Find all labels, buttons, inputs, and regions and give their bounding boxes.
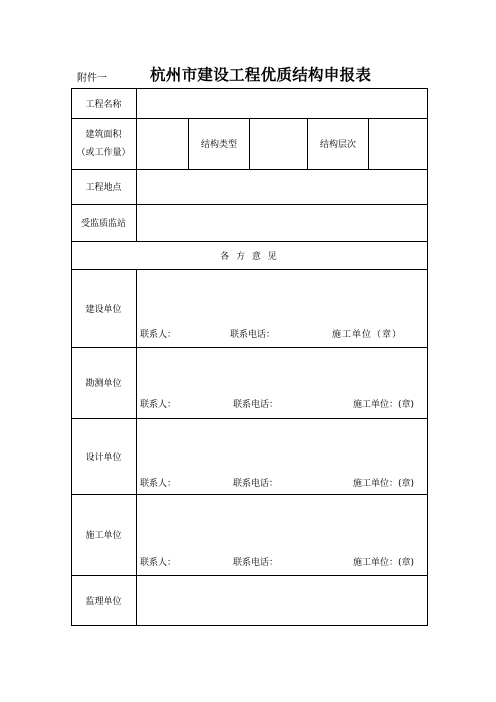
opinions-header: 各 方 意 见 (220, 251, 279, 262)
form-title: 杭州市建设工程优质结构申报表 (150, 65, 372, 84)
area-label-line1: 建筑面积 (85, 130, 122, 140)
column-divider (249, 118, 250, 169)
unit-contact-phone: 联系电话： (233, 558, 279, 568)
structure-type-label: 结构类型 (200, 140, 237, 150)
unit-label-design: 设计单位 (85, 452, 122, 463)
unit-contact-phone: 联系电话： (233, 479, 279, 489)
structure-levels-label: 结构层次 (319, 140, 356, 150)
unit-contact-phone: 联系电话： (230, 330, 276, 340)
unit-seal: 施工单位：(章) (353, 479, 415, 489)
unit-contact-person: 联系人： (140, 479, 177, 489)
area-label (71, 119, 136, 169)
unit-label-construction: 建设单位 (85, 304, 122, 315)
unit-label-supervision: 监理单位 (85, 596, 122, 607)
supervision-station-label: 受监质监站 (80, 219, 126, 229)
label-column-divider (136, 269, 137, 626)
application-form-table (71, 88, 428, 626)
unit-label-survey: 勘测单位 (85, 379, 122, 389)
location-label: 工程地点 (85, 183, 122, 193)
unit-contact-phone: 联系电话： (233, 400, 279, 410)
unit-seal: 施工单位：(章) (353, 400, 415, 410)
label-column-divider (136, 88, 137, 241)
project-name-label: 工程名称 (85, 99, 122, 110)
table-border-bottom (71, 625, 428, 626)
unit-contact-person: 联系人： (140, 558, 177, 568)
unit-seal: 施工单位：(章) (353, 558, 415, 568)
unit-contact-person: 联系人： (140, 400, 177, 410)
unit-seal: 施工单位（章） (332, 330, 403, 340)
area-label-line2: （或工作量） (76, 148, 131, 158)
unit-label-contractor: 施工单位 (85, 531, 122, 541)
unit-contact-person: 联系人： (140, 330, 177, 340)
attachment-label: 附件一 (77, 73, 107, 84)
column-divider (368, 118, 369, 169)
